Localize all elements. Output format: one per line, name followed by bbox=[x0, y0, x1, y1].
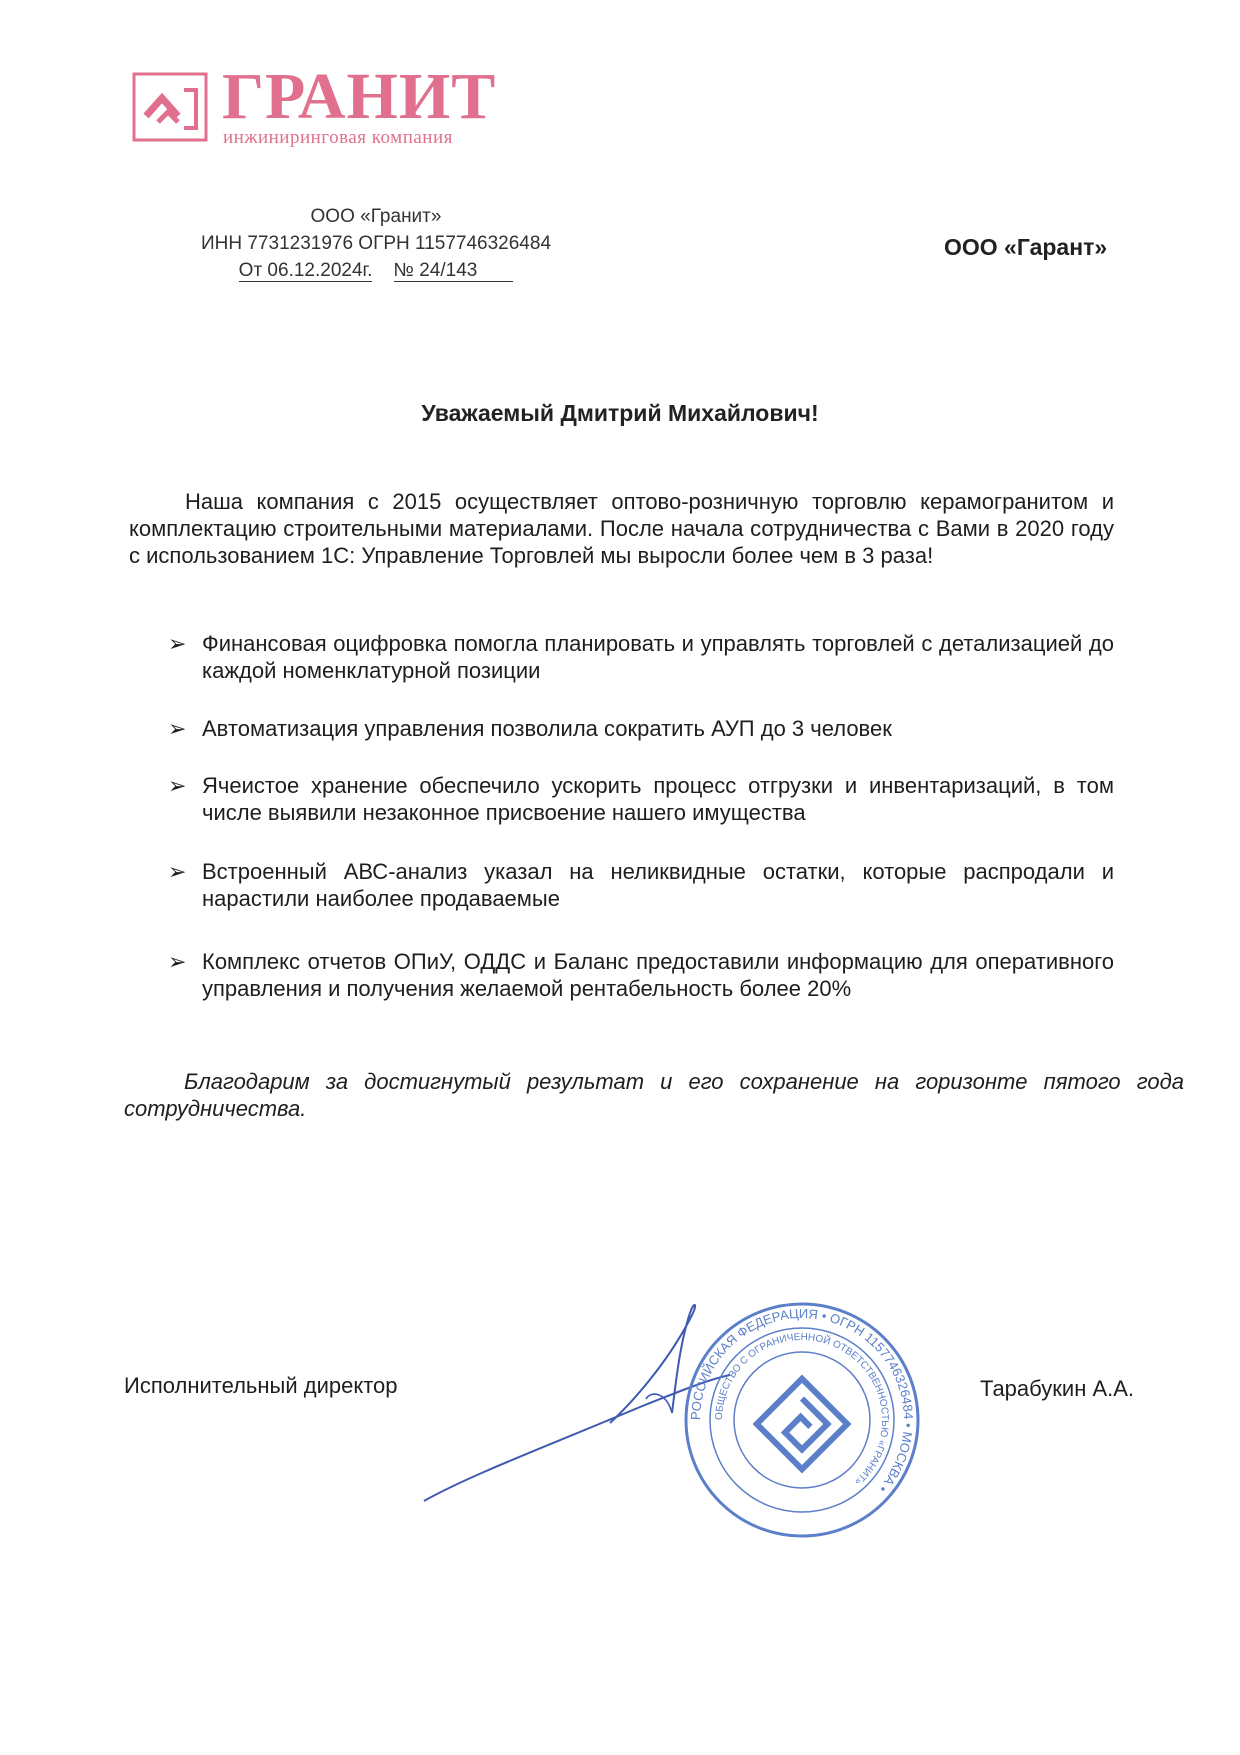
seal-inner-text: ОБЩЕСТВО С ОГРАНИЧЕННОЙ ОТВЕТСТВЕННОСТЬЮ «ГРАНИТ» bbox=[713, 1331, 891, 1487]
bullet-arrow-icon: ➢ bbox=[168, 631, 187, 656]
list-item-text: Встроенный АВС-анализ указал на неликвидные остатки, которые распродали и нарастили наиболее продаваемые bbox=[202, 859, 1114, 911]
sender-ids: ИНН 7731231976 ОГРН 1157746326484 bbox=[200, 233, 552, 254]
bullet-arrow-icon: ➢ bbox=[168, 716, 187, 741]
list-item-text: Автоматизация управления позволила сократить АУП до 3 человек bbox=[202, 716, 892, 741]
signer-name: Тарабукин А.А. bbox=[980, 1376, 1135, 1401]
company-logo-icon bbox=[132, 72, 208, 142]
list-item-text: Ячеистое хранение обеспечило ускорить процесс отгрузки и инвентаризаций, в том числе выявили незаконное присвоение нашего имущества bbox=[202, 773, 1114, 825]
sender-org: ООО «Гранит» bbox=[310, 206, 442, 227]
list-item-text: Финансовая оцифровка помогла планировать и управлять торговлей с детализацией до каждой номенклатурной позиции bbox=[202, 631, 1114, 683]
letter-date: От 06.12.2024г. bbox=[238, 260, 373, 281]
recipient: ООО «Гарант» bbox=[944, 234, 1108, 260]
bullet-arrow-icon: ➢ bbox=[168, 859, 187, 884]
closing-paragraph: Благодарим за достигнутый результат и его сохранение на горизонте пятого года сотрудничества. bbox=[124, 1069, 1184, 1121]
letter-number: № 24/143 bbox=[394, 260, 514, 282]
salutation: Уважаемый Дмитрий Михайлович! bbox=[421, 400, 819, 426]
sender-block bbox=[186, 203, 566, 284]
bullet-arrow-icon: ➢ bbox=[168, 773, 187, 798]
company-seal bbox=[682, 1300, 922, 1540]
list-item-text: Комплекс отчетов ОПиУ, ОДДС и Баланс предоставили информацию для оперативного управления и получения желаемой рентабельность более 20% bbox=[202, 949, 1114, 1001]
seal-outer-text: РОССИЙСКАЯ ФЕДЕРАЦИЯ • ОГРН 1157746326484 • МОСКВА • bbox=[687, 1305, 917, 1496]
intro-paragraph: Наша компания с 2015 осуществляет оптово-розничную торговлю керамогранитом и комплектацию строительными материалами. После начала сотрудничества с Вами в 2020 году с использованием 1С: Управление Торговлей мы выросли более чем в 3 раза! bbox=[129, 489, 1114, 568]
signer-position: Исполнительный директор bbox=[124, 1373, 398, 1398]
sender-ref bbox=[186, 257, 566, 284]
bullet-arrow-icon: ➢ bbox=[168, 949, 187, 974]
company-logo-tagline: инжиниринговая компания bbox=[223, 127, 453, 148]
company-logo-name: ГРАНИТ bbox=[222, 60, 497, 133]
svg-text:ОБЩЕСТВО С ОГРАНИЧЕННОЙ ОТВЕТС bbox=[714, 1332, 890, 1487]
